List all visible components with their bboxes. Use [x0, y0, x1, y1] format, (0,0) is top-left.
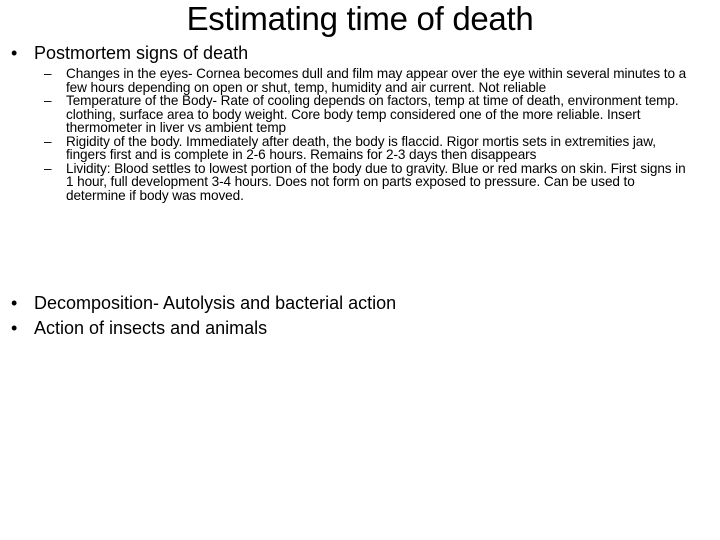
dash-marker: –: [44, 93, 52, 108]
subbullet-list: [44, 67, 694, 202]
bullet-marker: •: [11, 293, 18, 313]
bullet-text: Decomposition- Autolysis and bacterial action: [34, 293, 397, 313]
subbullet-temperature: [44, 94, 694, 135]
subbullet-text: Temperature of the Body- Rate of cooling depends on factors, temp at time of death, environment temp. clothing, surface area to body weight. Core body temp considered one of the more reliable. Insert thermometer in liver vs ambient temp: [66, 93, 679, 135]
subbullet-lividity: [44, 162, 694, 203]
subbullet-text: Changes in the eyes- Cornea becomes dull and film may appear over the eye within several minutes to a few hours depending on open or shut, temp, humidity and air current. Not reliable: [66, 66, 687, 95]
subbullet-text: Lividity: Blood settles to lowest portion of the body due to gravity. Blue or red marks on skin. First signs in 1 hour, full development 3-4 hours. Does not form on parts exposed to pressure. Can be used to determine if body was moved.: [66, 160, 686, 203]
subbullet-rigidity: [44, 135, 694, 162]
bullet-marker: •: [11, 43, 18, 63]
slide-title: Estimating time of death: [186, 0, 534, 37]
subbullet-eyes: [44, 67, 694, 94]
dash-marker: –: [44, 133, 52, 149]
subbullet-text: Rigidity of the body. Immediately after death, the body is flaccid. Rigor mortis sets in extremities jaw, fingers first and is complete in 2-6 hours. Remains for 2-3 days then disappears: [66, 133, 656, 162]
dash-marker: –: [44, 66, 52, 81]
dash-marker: –: [44, 160, 52, 176]
bullet-text: Postmortem signs of death: [34, 43, 249, 63]
bullet-text: Action of insects and animals: [34, 318, 268, 338]
bullet-marker: •: [11, 318, 18, 338]
